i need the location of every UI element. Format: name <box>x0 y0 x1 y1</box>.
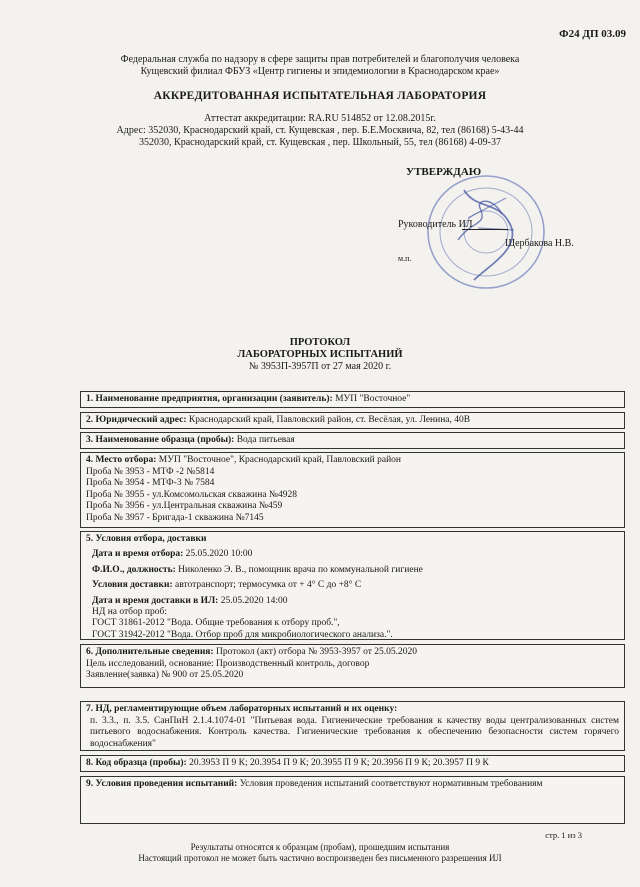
protocol-title: ПРОТОКОЛ <box>289 337 351 348</box>
signature-line <box>462 229 508 230</box>
section-4-value: МУП "Восточное", Краснодарский край, Павловский район <box>156 455 402 465</box>
lab-seal-stamp <box>418 170 548 294</box>
sampler-label: Ф.И.О., должность: <box>92 564 176 575</box>
head-name: Щербакова Н.В. <box>505 238 574 249</box>
address-line-1: Адрес: 352030, Краснодарский край, ст. Кущевская , пер. Б.Е.Москвича, 82, тел (86168) 5-43-44 <box>116 125 524 136</box>
section-8-value: 20.3953 П 9 К; 20.3954 П 9 К; 20.3955 П 9 К; 20.3956 П 9 К; 20.3957 П 9 К <box>186 758 489 768</box>
section-1-value: МУП "Восточное" <box>332 394 411 404</box>
sample-line: Проба № 3956 - ул.Центральная скважина №459 <box>86 501 283 511</box>
footer-note-1: Результаты относятся к образцам (пробам), прошедшим испытания <box>190 842 450 852</box>
section-3-label: 3. Наименование образца (пробы): <box>86 435 235 445</box>
section-additional-info <box>80 644 625 688</box>
lab-title: АККРЕДИТОВАННАЯ ИСПЫТАТЕЛЬНАЯ ЛАБОРАТОРИЯ <box>153 90 487 102</box>
header-block <box>0 54 640 78</box>
section-2-value: Краснодарский край, Павловский район, ст. Весёлая, ул. Ленина, 40В <box>186 415 471 425</box>
page-number: стр. 1 из 3 <box>545 830 582 840</box>
section-sample-name <box>80 432 625 449</box>
nd-line: НД на отбор проб: <box>92 607 167 618</box>
delivery-conditions-label: Условия доставки: <box>92 580 173 591</box>
sample-line: Проба № 3957 - Бригада-1 скважина №7145 <box>86 512 264 523</box>
section-6-value: Протокол (акт) отбора № 3953-3957 от 25.05.2020 <box>213 647 417 657</box>
section-sampling-conditions <box>80 531 625 640</box>
footer-notes <box>0 842 640 864</box>
sampling-datetime-value: 25.05.2020 10:00 <box>183 549 253 560</box>
nd-line: ГОСТ 31861-2012 "Вода. Общие требования к отбору проб.", <box>92 618 340 629</box>
section-regulations <box>80 701 625 751</box>
section-3-value: Вода питьевая <box>234 435 295 445</box>
section-7-label: 7. НД, регламентирующие объем лабораторных испытаний и их оценку: <box>86 704 398 714</box>
sampler-value: Николенко Э. В., помощник врача по коммунальной гигиене <box>175 564 423 575</box>
delivery-conditions-value: автотранспорт; термосумка от + 4° С до +8° С <box>172 580 362 591</box>
sample-line: Проба № 3953 - МТФ -2 №5814 <box>86 466 215 477</box>
approval-title: УТВЕРЖДАЮ <box>406 166 482 178</box>
delivery-datetime-label: Дата и время доставки в ИЛ: <box>92 595 219 606</box>
form-code: Ф24 ДП 03.09 <box>559 28 626 40</box>
protocol-title-block <box>0 337 640 373</box>
section-test-conditions <box>80 776 625 824</box>
footer-note-2: Настоящий протокол не может быть частично воспроизведен без письменного разрешения ИЛ <box>138 853 502 863</box>
info-line: Заявление(заявка) № 900 от 25.05.2020 <box>86 670 244 680</box>
section-legal-address <box>80 412 625 429</box>
section-sample-codes <box>80 755 625 772</box>
sampling-datetime-label: Дата и время отбора: <box>92 549 184 560</box>
section-2-label: 2. Юридический адрес: <box>86 415 187 425</box>
branch-name: Кущевский филиал ФБУЗ «Центр гигиены и эпидемиологии в Краснодарском крае» <box>140 66 500 77</box>
protocol-number: № 3953П-3957П от 27 мая 2020 г. <box>248 361 392 372</box>
section-8-label: 8. Код образца (пробы): <box>86 758 187 768</box>
regulations-text: п. 3.3., п. 3.5. СанПиН 2.1.4.1074-01 "Питьевая вода. Гигиенические требования к качеству воды централизованных систем питьевого водоснабжения. Контроль качества. Гигиенические требования к обеспечению безопасности систем горячего водоснабжения" <box>90 715 619 749</box>
section-5-label: 5. Условия отбора, доставки <box>86 534 207 544</box>
sample-line: Проба № 3954 - МТФ-3 № 7584 <box>86 478 215 488</box>
section-6-label: 6. Дополнительные сведения: <box>86 647 214 657</box>
protocol-subtitle: ЛАБОРАТОРНЫХ ИСПЫТАНИЙ <box>237 349 403 360</box>
address-block <box>0 113 640 149</box>
section-4-label: 4. Место отбора: <box>86 455 157 465</box>
info-line: Цель исследований, основание: Производственный контроль, договор <box>86 658 370 669</box>
section-9-value: Условия проведения испытаний соответствуют нормативным требованиям <box>237 779 543 789</box>
section-applicant <box>80 391 625 408</box>
stamp-place-label: м.п. <box>398 254 412 263</box>
accreditation-line: Аттестат аккредитации: RA.RU 514852 от 12.08.2015г. <box>204 113 436 124</box>
address-line-2: 352030, Краснодарский край, ст. Кущевская , пер. Школьный, 55, тел (86168) 4-09-37 <box>139 137 501 148</box>
delivery-datetime-value: 25.05.2020 14:00 <box>218 595 288 606</box>
sample-line: Проба № 3955 - ул.Комсомольская скважина №4928 <box>86 489 297 500</box>
nd-line: ГОСТ 31942-2012 "Вода. Отбор проб для микробиологического анализа.". <box>92 629 393 640</box>
agency-name: Федеральная служба по надзору в сфере защиты прав потребителей и благополучия человека <box>120 54 520 65</box>
section-sampling-place <box>80 452 625 528</box>
head-label: Руководитель ИЛ <box>398 219 473 230</box>
section-9-label: 9. Условия проведения испытаний: <box>86 779 238 789</box>
section-1-label: 1. Наименование предприятия, организации (заявитель): <box>86 394 333 404</box>
